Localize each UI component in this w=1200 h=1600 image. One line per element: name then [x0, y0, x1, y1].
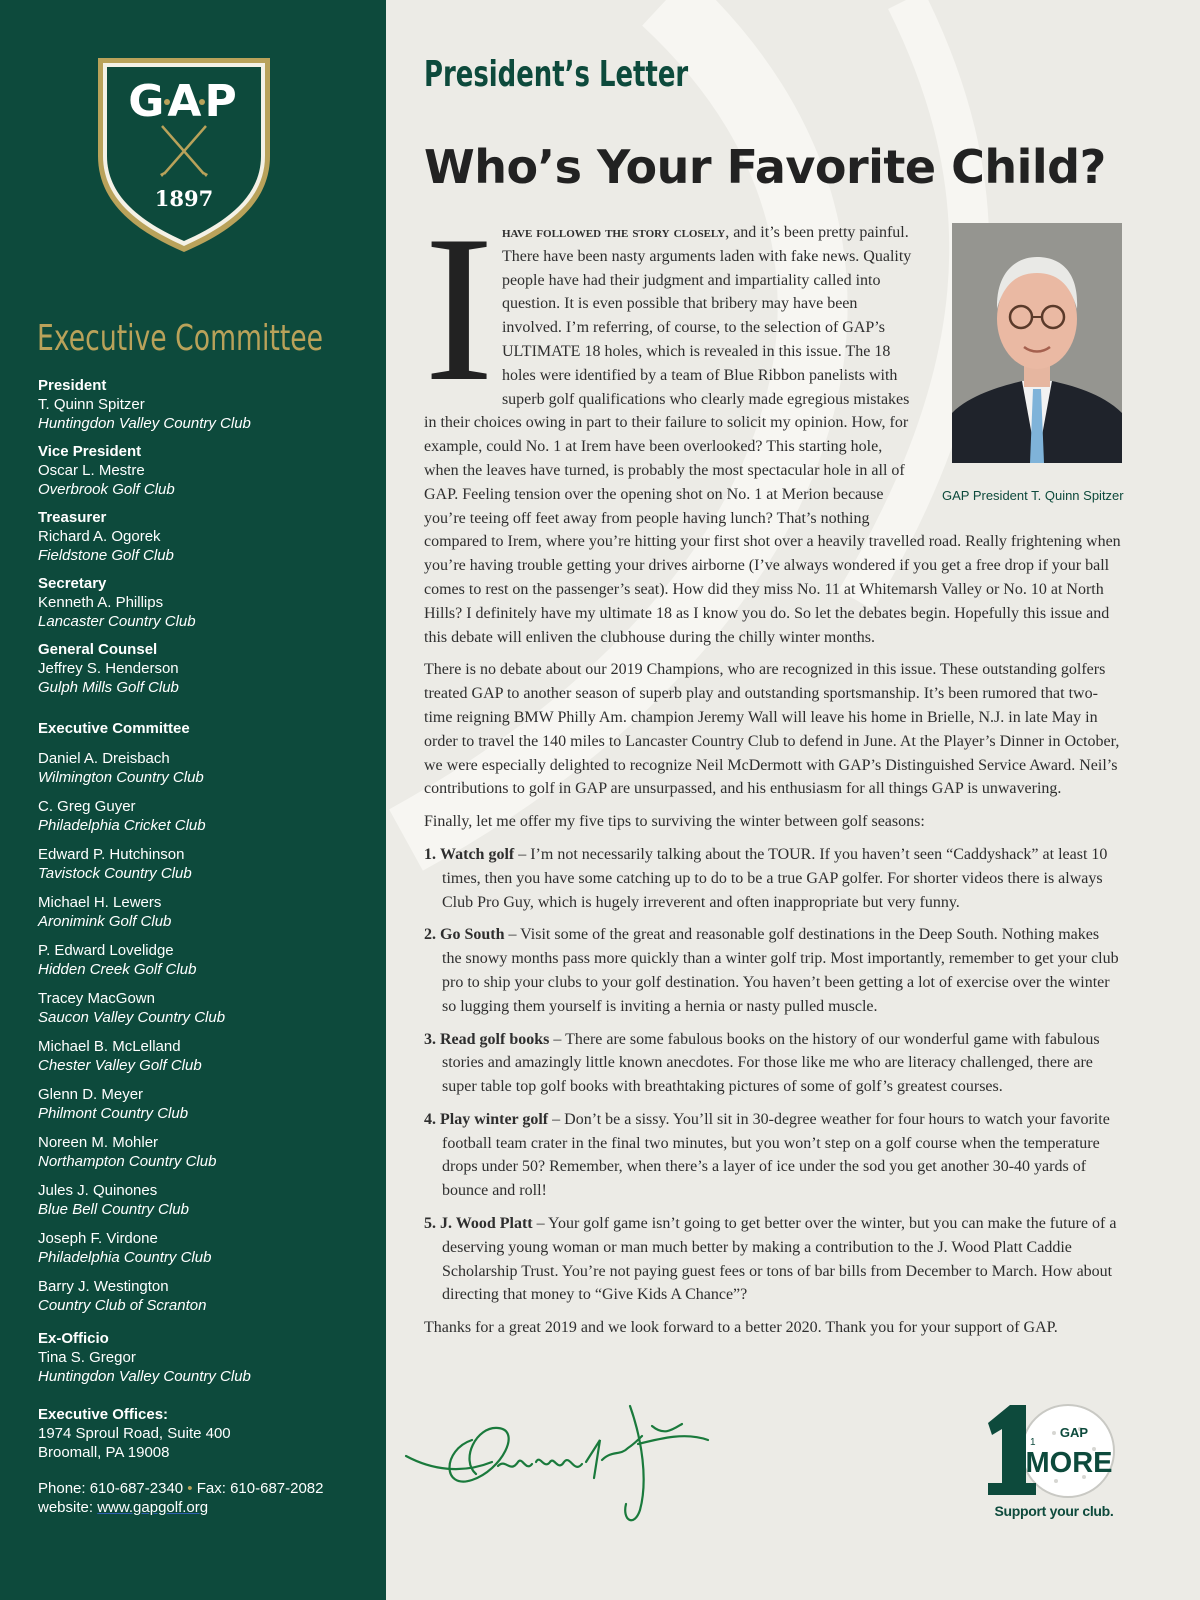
- tip-item: [424, 923, 1122, 1018]
- one-more-badge: [984, 1397, 1124, 1525]
- logo-year: 1897: [154, 186, 214, 211]
- member-name: Michael H. Lewers: [38, 894, 162, 911]
- member-club: Hidden Creek Golf Club: [38, 961, 197, 978]
- committee-subheading: Executive Committee: [38, 720, 190, 737]
- committee-member: [38, 1277, 378, 1315]
- officer-role: Treasurer: [38, 509, 107, 526]
- committee-member: [38, 1037, 378, 1075]
- member-name: C. Greg Guyer: [38, 798, 136, 815]
- tip-title: Watch golf: [440, 845, 515, 863]
- officer-club: Huntingdon Valley Country Club: [38, 415, 251, 432]
- photo-caption: GAP President T. Quinn Spitzer: [942, 487, 1124, 503]
- contact-info: [38, 1479, 378, 1517]
- committee-member: [38, 941, 378, 979]
- member-name: Barry J. Westington: [38, 1278, 169, 1295]
- officer-president: [38, 376, 378, 433]
- member-name: Joseph F. Virdone: [38, 1230, 158, 1247]
- lead-in: have followed the story closely: [501, 224, 726, 241]
- member-club: Northampton Country Club: [38, 1153, 217, 1170]
- badge-word: MORE: [1025, 1447, 1113, 1479]
- committee-member-list: [38, 719, 378, 1325]
- committee-member: [38, 989, 378, 1027]
- member-name: Daniel A. Dreisbach: [38, 750, 170, 767]
- member-club: Aronimink Golf Club: [38, 913, 172, 930]
- article-body: [424, 193, 1124, 1349]
- officer-treasurer: [38, 508, 378, 565]
- ex-officio-club: Huntingdon Valley Country Club: [38, 1368, 251, 1385]
- website-label: website:: [38, 1499, 98, 1516]
- member-name: Tracey MacGown: [38, 990, 155, 1007]
- member-name: P. Edward Lovelidge: [38, 942, 174, 959]
- member-name: Edward P. Hutchinson: [38, 846, 185, 863]
- tip-text: – Your golf game isn’t going to get better over the winter, but you can make the future of a deserving young woman or man much better by making a contribution to the J. Wood Platt Caddie Scholarship Trust. You’re not paying guest fees or tons of bar bills from December to March. How about directing that money to “Give Kids A Chance”?: [442, 1215, 1117, 1304]
- officer-name: Oscar L. Mestre: [38, 462, 145, 479]
- committee-member: [38, 845, 378, 883]
- member-club: Wilmington Country Club: [38, 769, 204, 786]
- officer-name: T. Quinn Spitzer: [38, 396, 145, 413]
- executive-offices: [38, 1405, 378, 1462]
- committee-member: [38, 749, 378, 787]
- website-link[interactable]: www.gapgolf.org: [97, 1499, 209, 1516]
- tip-number: 3.: [424, 1030, 436, 1048]
- closing-line: Thanks for a great 2019 and we look forward to a better 2020. Thank you for your support of GAP.: [424, 1319, 1058, 1337]
- committee-member: [38, 893, 378, 931]
- officer-role: President: [38, 377, 107, 394]
- officer-role: Vice President: [38, 443, 142, 460]
- officer-name: Jeffrey S. Henderson: [38, 660, 179, 677]
- president-photo-block: [942, 223, 1122, 508]
- one-more-golf-ball-icon: [984, 1397, 1124, 1503]
- tip-item: [424, 1028, 1122, 1099]
- officer-club: Gulph Mills Golf Club: [38, 679, 179, 696]
- ex-officio: [38, 1329, 378, 1386]
- officer-vice-president: [38, 442, 378, 499]
- badge-number: 1: [1030, 1437, 1036, 1448]
- address-line-2: Broomall, PA 19008: [38, 1444, 170, 1461]
- member-name: Noreen M. Mohler: [38, 1134, 159, 1151]
- tip-number: 4.: [424, 1110, 436, 1128]
- officer-role: Secretary: [38, 575, 107, 592]
- ball-letters: GAP: [1059, 1425, 1089, 1440]
- gap-crest-logo: [96, 56, 272, 254]
- phone-number: Phone: 610-687-2340: [38, 1480, 184, 1497]
- phone-fax-line: [38, 1479, 378, 1498]
- tips-list: [424, 843, 1122, 1307]
- drop-cap: I: [424, 193, 494, 425]
- sidebar: [0, 0, 386, 1600]
- bullet-separator: •: [187, 1480, 193, 1497]
- paragraph-2: There is no debate about our 2019 Champions, who are recognized in this issue. These outstanding golfers treated GAP to another season of superb play and outstanding sportsmanship. It’s been rumored that two-time reigning BMW Philly Am. champion Jeremy Wall will leave his home in Brielle, N.J. in late May in order to travel the 140 miles to Lancaster Country Club to defend in June. At the Player’s Dinner in October, we were especially delighted to recognize Neil McDermott with GAP’s Distinguished Service Award. Neil’s contributions to golf in GAP are unsurpassed, and his enthusiasm for all things GAP is unwavering.: [424, 661, 1120, 798]
- offices-label: Executive Offices:: [38, 1406, 169, 1423]
- tip-text: – Don’t be a sissy. You’ll sit in 30-degree weather for four hours to watch your favorite football team crater in the final two minutes, but you won’t step on a golf course when the temperature drops under 50? Remember, when there’s a layer of ice under the sod you get another 30-40 yards of bounce and roll!: [442, 1110, 1110, 1200]
- tip-text: – I’m not necessarily talking about the TOUR. If you haven’t seen “Caddyshack” at least 10 times, then you have some catching up to do to be a true GAP golfer. For shorter videos there is always Club Pro Guy, which is hugely irreverent and often inappropriate but very funny.: [442, 845, 1108, 911]
- fax-number: Fax: 610-687-2082: [196, 1480, 324, 1497]
- tip-number: 1.: [424, 845, 436, 863]
- officer-list: [38, 376, 378, 706]
- address-line-1: 1974 Sproul Road, Suite 400: [38, 1425, 231, 1442]
- paragraph-1-text: , and it’s been pretty painful. There have been nasty arguments laden with fake news. Quality people have had their judgment and impartiality called into question. It is even possible that bribery may have been involved. I’m referring, of course, to the selection of GAP’s ULTIMATE 18 holes, which is revealed in this issue. The 18 holes were identified by a team of Blue Ribbon panelists with superb golf qualifications who clearly made egregious mistakes in their choices owing in part to their failure to solicit my opinion. How, for example, could No. 1 at Irem have been overlooked? This starting hole, when the leaves have turned, is probably the most spectacular hole in all of GAP. Feeling tension over the opening shot on No. 1 at Merion because you’re teeing off feet away from people having lunch? That’s nothing compared to Irem, where you’re hitting your first shot over a heavily travelled road. Really frightening when you’re having trouble getting your drives airborne (I’ve always wondered if you get a free drop if your ball comes to rest on the passenger’s seat). How did they miss No. 11 at Whitemarsh Valley or No. 10 at North Hills? I definitely have my ultimate 18 as I know you do. So let the debates begin. Hopefully this issue and this debate will enliven the clubhouse during the chilly winter months.: [424, 224, 1121, 646]
- member-club: Blue Bell Country Club: [38, 1201, 189, 1218]
- article-headline: Who’s Your Favorite Child?: [424, 140, 1106, 194]
- tip-title: Go South: [440, 926, 505, 944]
- tip-number: 2.: [424, 926, 436, 944]
- member-name: Michael B. McLelland: [38, 1038, 181, 1055]
- ex-officio-role: Ex-Officio: [38, 1330, 109, 1347]
- member-club: Philmont Country Club: [38, 1105, 189, 1122]
- website-line: [38, 1498, 378, 1517]
- support-your-club-tagline: Support your club.: [994, 1503, 1114, 1519]
- member-name: Jules J. Quinones: [38, 1182, 158, 1199]
- member-club: Chester Valley Golf Club: [38, 1057, 202, 1074]
- tip-text: – There are some fabulous books on the history of our wonderful game with fabulous stories and amazingly little known anecdotes. For those like me who are literacy challenged, there are super table top golf books with breathtaking pictures of some of golf’s greatest courses.: [442, 1030, 1100, 1096]
- officer-club: Fieldstone Golf Club: [38, 547, 174, 564]
- president-portrait-image: [952, 223, 1122, 463]
- tip-item: [424, 1212, 1122, 1307]
- committee-member: [38, 1085, 378, 1123]
- committee-member: [38, 1133, 378, 1171]
- member-club: Saucon Valley Country Club: [38, 1009, 226, 1026]
- committee-member: [38, 1181, 378, 1219]
- officer-name: Richard A. Ogorek: [38, 528, 161, 545]
- member-club: Tavistock Country Club: [38, 865, 192, 882]
- tip-item: [424, 1108, 1122, 1203]
- tip-text: – Visit some of the great and reasonable golf destinations in the Deep South. Nothing makes the snowy months pass more quickly than a winter golf trip. Most importantly, remember to get your club pro to ship your clubs to your golf destination. You haven’t been getting a lot of exercise over the winter so lugging them yourself is inviting a hernia or nasty pulled muscle.: [442, 926, 1119, 1015]
- officer-secretary: [38, 574, 378, 631]
- member-club: Philadelphia Country Club: [38, 1249, 212, 1266]
- tips-intro: Finally, let me offer my five tips to surviving the winter between golf seasons:: [424, 813, 925, 831]
- tip-title: Read golf books: [440, 1030, 550, 1048]
- section-title: President’s Letter: [424, 54, 689, 95]
- tip-title: J. Wood Platt: [440, 1215, 533, 1233]
- officer-club: Overbrook Golf Club: [38, 481, 175, 498]
- officer-name: Kenneth A. Phillips: [38, 594, 164, 611]
- officer-general-counsel: [38, 640, 378, 697]
- logo-letters: GAP: [128, 76, 240, 127]
- member-name: Glenn D. Meyer: [38, 1086, 144, 1103]
- signature-image: [402, 1400, 712, 1530]
- tip-title: Play winter golf: [440, 1110, 549, 1128]
- ex-officio-name: Tina S. Gregor: [38, 1349, 136, 1366]
- officer-club: Lancaster Country Club: [38, 613, 196, 630]
- tip-item: [424, 843, 1122, 914]
- member-club: Philadelphia Cricket Club: [38, 817, 206, 834]
- officer-role: General Counsel: [38, 641, 158, 658]
- tip-number: 5.: [424, 1215, 436, 1233]
- committee-member: [38, 1229, 378, 1267]
- committee-member: [38, 797, 378, 835]
- executive-committee-heading: Executive Committee: [37, 318, 324, 359]
- member-club: Country Club of Scranton: [38, 1297, 207, 1314]
